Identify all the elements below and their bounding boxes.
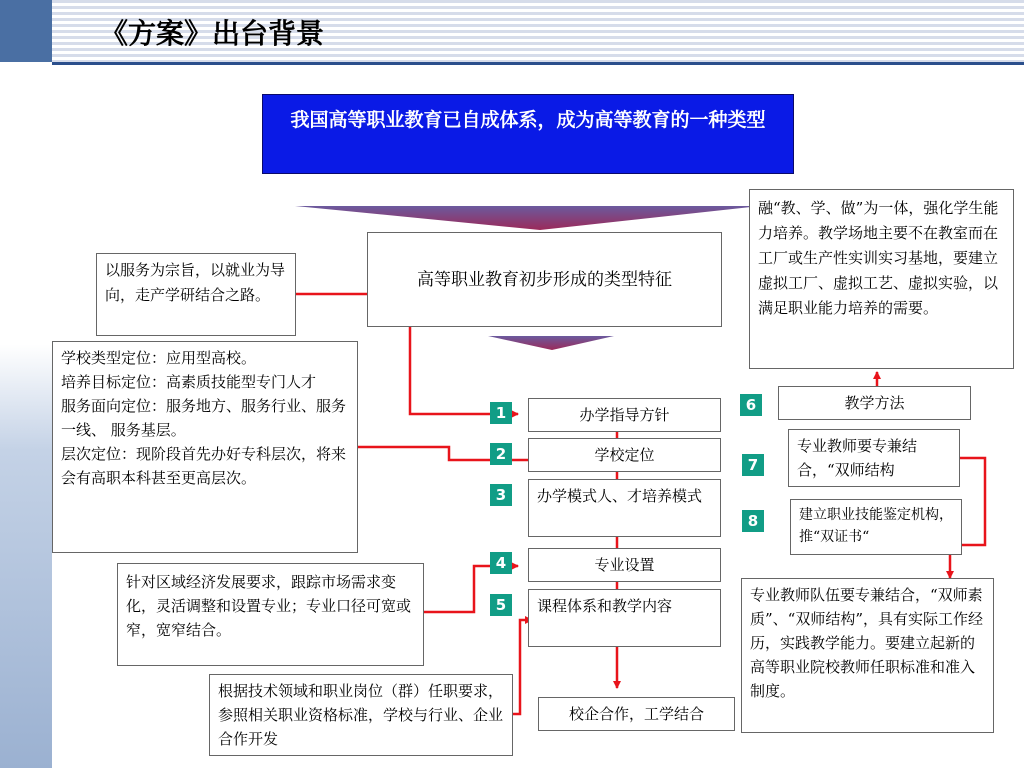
badge-2: 2 (490, 443, 512, 465)
banner: 我国高等职业教育已自成体系，成为高等教育的一种类型 (262, 94, 794, 174)
badge-8: 8 (742, 510, 764, 532)
item-5: 课程体系和教学内容 (528, 589, 721, 647)
note-school-enterprise: 校企合作，工学结合 (538, 697, 735, 731)
note-positioning (52, 341, 358, 553)
note-positioning-line: 层次定位：现阶段首先办好专科层次，将来会有高职本科甚至更高层次。 (61, 445, 347, 487)
badge-7: 7 (742, 454, 764, 476)
item-4: 专业设置 (528, 548, 721, 582)
note-positioning-line: 学校类型定位：应用型高校。 (61, 349, 257, 367)
slide-title: 《方案》出台背景 (100, 17, 325, 50)
center-box (367, 232, 722, 327)
item-3: 办学模式人、才培养模式 (528, 479, 721, 537)
note-service: 以服务为宗旨，以就业为导向，走产学研结合之路。 (96, 253, 296, 336)
badge-6: 6 (740, 394, 762, 416)
item-1: 办学指导方针 (528, 398, 721, 432)
badge-1: 1 (490, 402, 512, 424)
note-teaching: 融“教、学、做”为一体，强化学生能力培养。教学场地主要不在教室而在工厂或生产性实训实习基地，要建立虚拟工厂、虚拟工艺、虚拟实验，以满足职业能力培养的需要。 (749, 189, 1014, 369)
funnel-top (295, 206, 760, 230)
badge-4: 4 (490, 552, 512, 574)
center-box-text: 高等职业教育初步形成的类型特征 (417, 269, 672, 290)
note-teachers: 专业教师队伍要专兼结合，“双师素质”、“双师结构”，具有实际工作经历，实践教学能力。要建立起新的高等职业院校教师任职标准和准入制度。 (741, 578, 994, 733)
item-7: 专业教师要专兼结合，“双师结构 (788, 429, 960, 487)
note-major: 针对区域经济发展要求，跟踪市场需求变化，灵活调整和设置专业；专业口径可宽或窄，宽窄结合。 (117, 563, 424, 666)
note-positioning-line: 培养目标定位：高素质技能型专门人才 (61, 373, 317, 391)
item-6: 教学方法 (778, 386, 971, 420)
funnel-bottom (488, 336, 614, 350)
badge-5: 5 (490, 594, 512, 616)
note-curriculum: 根据技术领域和职业岗位（群）任职要求，参照相关职业资格标准，学校与行业、企业合作开发 (209, 674, 513, 756)
badge-3: 3 (490, 484, 512, 506)
item-2: 学校定位 (528, 438, 721, 472)
item-8: 建立职业技能鉴定机构，推“双证书“ (790, 499, 962, 555)
note-positioning-line: 服务面向定位：服务地方、服务行业、服务一线、 服务基层。 (61, 397, 347, 439)
